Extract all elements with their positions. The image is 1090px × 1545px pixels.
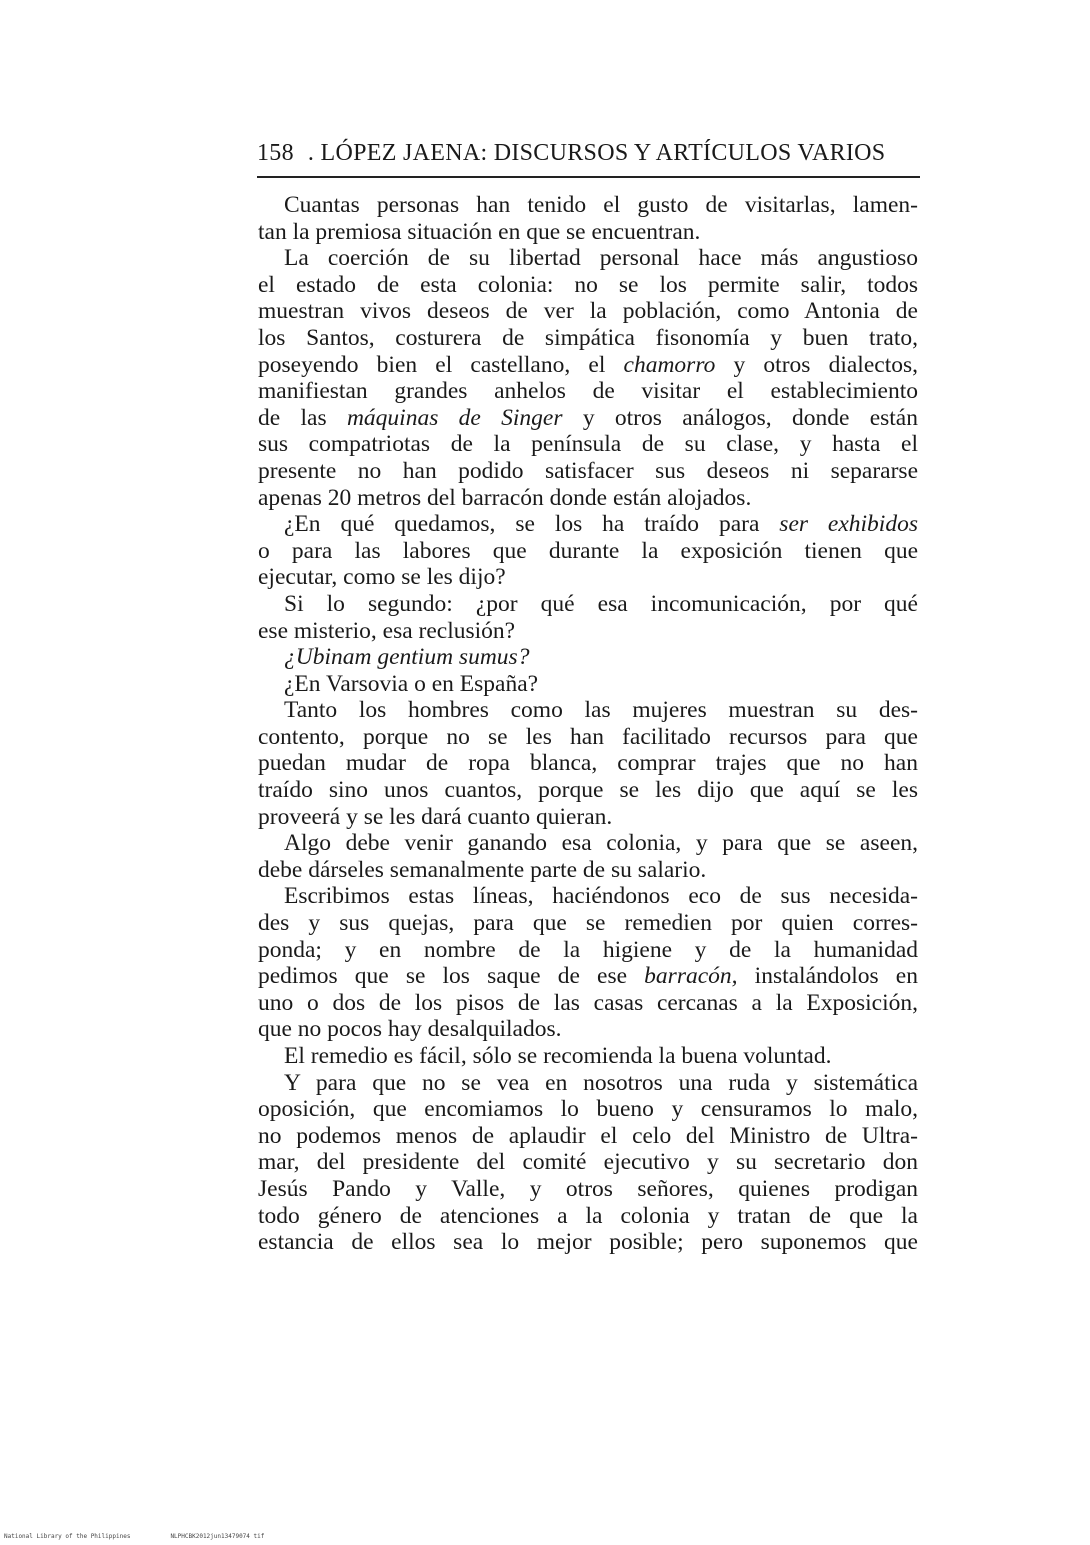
text-line: des y sus quejas, para que se remedien por quien corres- (258, 910, 918, 937)
scan-footer (4, 1533, 304, 1540)
text-line: los Santos, costurera de simpática fisonomía y buen trato, (258, 324, 918, 351)
text-line: poseyendo bien el castellano, el chamorro y otros dialectos, (258, 351, 918, 378)
text-line: que no pocos hay desalquilados. (258, 1016, 562, 1043)
paragraph (258, 1043, 918, 1070)
paragraph (258, 591, 918, 644)
text-line: Si lo segundo: ¿por qué esa incomunicación, por qué (284, 590, 918, 617)
text-line: ponda; y en nombre de la higiene y de la humanidad (258, 936, 918, 963)
text-line: traído sino unos cuantos, porque se les dijo que aquí se les (258, 777, 918, 804)
running-title: . LÓPEZ JAENA: DISCURSOS Y ARTÍCULOS VARIOS (307, 140, 886, 166)
paragraph (258, 511, 918, 591)
text-line: Y para que no se vea en nosotros una ruda y sistemática (284, 1069, 918, 1096)
text-line: La coerción de su libertad personal hace más angustioso (284, 245, 918, 272)
footer-library: National Library of the Philippines (4, 1533, 131, 1540)
text-line: pedimos que se los saque de ese barracón, instalándolos en (258, 963, 918, 990)
text-line: ¿En qué quedamos, se los ha traído para ser exhibidos (284, 511, 918, 538)
text-line: puedan mudar de ropa blanca, comprar trajes que no han (258, 750, 918, 777)
text-line: muestran vivos deseos de ver la población, como Antonia de (258, 298, 918, 325)
text-line: o para las labores que durante la exposición tienen que (258, 537, 918, 564)
paragraph (258, 245, 918, 511)
footer-file-id: NLPHCBK2012jun13479074 tif (170, 1533, 265, 1540)
text-line: oposición, que encomiamos lo bueno y censuramos lo malo, (258, 1096, 918, 1123)
paragraph (258, 671, 918, 698)
text-line: Cuantas personas han tenido el gusto de visitarlas, lamen- (284, 192, 918, 218)
text-line: sus compatriotas de la península de su clase, y hasta el (258, 431, 918, 458)
text-line: presente no han podido satisfacer sus deseos ni separarse (258, 457, 918, 484)
text-line: Jesús Pando y Valle, y otros señores, quienes prodigan (258, 1175, 918, 1202)
running-header (257, 138, 917, 168)
text-line: manifiestan grandes anhelos de visitar el establecimiento (258, 378, 918, 405)
paragraph (258, 883, 918, 1043)
text-line: Escribimos estas líneas, haciéndonos eco de sus necesida- (284, 883, 918, 910)
text-line: uno o dos de los pisos de las casas cercanas a la Exposición, (258, 989, 918, 1016)
body-text (258, 192, 918, 1256)
page-number: 158 (257, 140, 294, 166)
text-line: estancia de ellos sea lo mejor posible; pero suponemos que (258, 1229, 918, 1256)
text-line: Tanto los hombres como las mujeres muestran su des- (284, 697, 918, 724)
paragraph (258, 1070, 918, 1256)
text-line: de las máquinas de Singer y otros análogos, donde están (258, 404, 918, 431)
paragraph (258, 697, 918, 830)
paragraph (258, 644, 918, 671)
text-line: Algo debe venir ganando esa colonia, y para que se aseen, (284, 830, 918, 857)
text-line: proveerá y se les dará cuanto quieran. (258, 803, 613, 830)
header-rule (257, 176, 920, 178)
text-line: ¿En Varsovia o en España? (284, 670, 539, 697)
text-line: El remedio es fácil, sólo se recomienda la buena voluntad. (284, 1043, 832, 1069)
text-line: apenas 20 metros del barracón donde están alojados. (258, 484, 752, 511)
text-line: debe dárseles semanalmente parte de su salario. (258, 856, 707, 883)
text-line: el estado de esta colonia: no se los permite salir, todos (258, 271, 918, 298)
text-line: ¿Ubinam gentium sumus? (284, 644, 530, 671)
text-line: no podemos menos de aplaudir el celo del Ministro de Ultra- (258, 1122, 918, 1149)
text-line: tan la premiosa situación en que se encuentran. (258, 218, 701, 245)
text-line: mar, del presidente del comité ejecutivo y su secretario don (258, 1149, 918, 1176)
text-line: ejecutar, como se les dijo? (258, 564, 506, 591)
paragraph (258, 192, 918, 245)
text-line: ese misterio, esa reclusión? (258, 617, 516, 644)
paragraph (258, 830, 918, 883)
text-line: todo género de atenciones a la colonia y tratan de que la (258, 1202, 918, 1229)
text-line: contento, porque no se les han facilitado recursos para que (258, 723, 918, 750)
